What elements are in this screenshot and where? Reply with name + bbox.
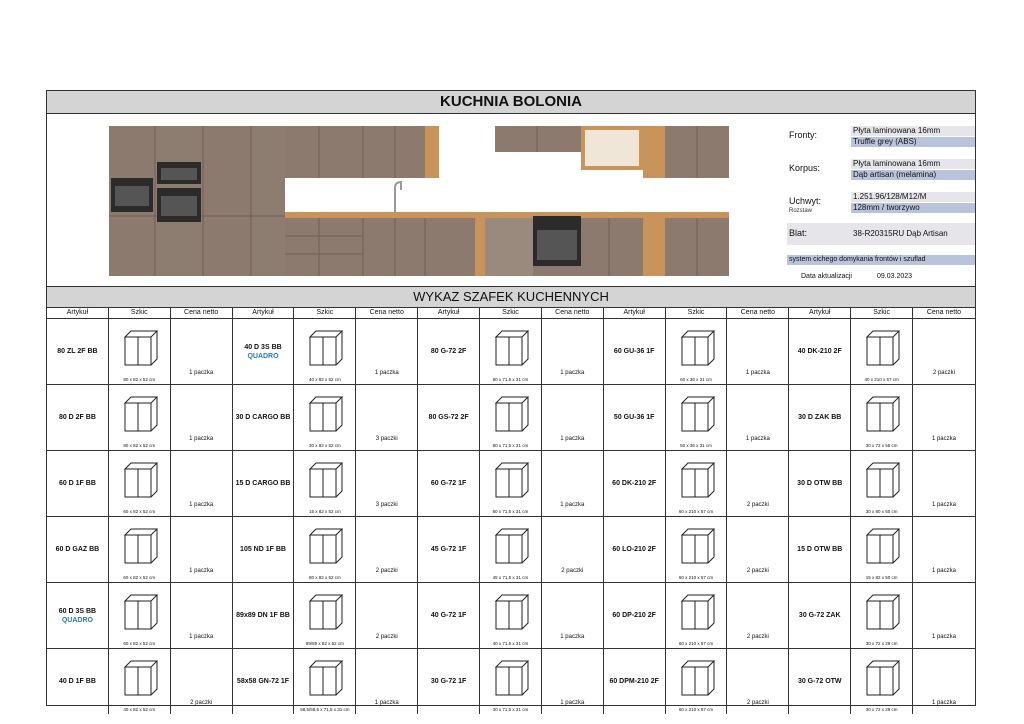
sketch-cell: [851, 583, 913, 648]
sketch-cell: [480, 583, 542, 648]
article-cell: [789, 517, 851, 582]
package-count: 2 paczki: [746, 568, 769, 574]
cabinet-table: [47, 308, 975, 714]
cabinet-sketch-icon: [674, 457, 718, 501]
price-cell: [171, 451, 233, 516]
cabinet-sketch-icon: [302, 457, 346, 501]
price-cell: [171, 583, 233, 648]
cabinet-sketch-icon: [302, 325, 346, 369]
date-label: Data aktualizacji: [801, 273, 852, 280]
cabinet-sketch-icon: [302, 523, 346, 567]
article-name: 60 GU-36 1F: [613, 348, 655, 355]
cabinet-sketch-icon: [674, 589, 718, 633]
price-cell: [542, 451, 604, 516]
cabinet-sketch-icon: [117, 325, 161, 369]
price-cell: [171, 385, 233, 450]
price-cell: [913, 583, 975, 648]
price-cell: [542, 319, 604, 384]
page-title: KUCHNIA BOLONIA: [47, 91, 975, 114]
package-count: 2 paczki: [932, 370, 955, 376]
package-count: 3 paczki: [375, 502, 398, 508]
column-header: Artykuł: [418, 308, 480, 318]
cabinet-sketch-icon: [859, 457, 903, 501]
article-cell: [604, 319, 666, 384]
price-cell: [356, 385, 418, 450]
cabinet-sketch-icon: [117, 655, 161, 699]
price-cell: [356, 649, 418, 714]
dimensions-label: 60 x 82 x 52 cm: [123, 641, 156, 646]
spec-sublabel: Rozstaw: [789, 208, 813, 214]
dimensions-label: 80 x 82 x 52 cm: [308, 575, 341, 580]
spec-value: 128mm / tworzywo: [851, 203, 975, 213]
article-cell: [418, 583, 480, 648]
cabinet-sketch-icon: [117, 391, 161, 435]
article-name: 30 D CARGO BB: [235, 414, 291, 421]
spec-korpus: [787, 157, 975, 187]
article-cell: [604, 385, 666, 450]
spec-system: system cichego domykania frontów i szuflad: [787, 255, 975, 265]
package-count: 2 paczki: [746, 634, 769, 640]
cabinet-sketch-icon: [302, 589, 346, 633]
sketch-cell: [109, 583, 171, 648]
package-count: 2 paczki: [375, 568, 398, 574]
article-cell: [418, 451, 480, 516]
dimensions-label: 80 x 71,5 x 31 cm: [492, 443, 529, 448]
cabinet-sketch-icon: [302, 655, 346, 699]
article-name: 30 D OTW BB: [797, 480, 843, 487]
list-title: WYKAZ SZAFEK KUCHENNYCH: [47, 287, 975, 308]
cabinet-sketch-icon: [488, 391, 532, 435]
package-count: 1 paczka: [189, 634, 214, 640]
column-header: Artykuł: [233, 308, 295, 318]
article-cell: [233, 319, 295, 384]
article-name: 40 DK-210 2F: [797, 348, 842, 355]
article-cell: [47, 451, 109, 516]
dimensions-label: 60 x 71,5 x 31 cm: [492, 509, 529, 514]
spec-label: Uchwyt:: [789, 196, 822, 206]
sketch-cell: [480, 451, 542, 516]
kitchen-illustration: [109, 126, 729, 278]
sketch-cell: [851, 451, 913, 516]
cabinet-sketch-icon: [674, 523, 718, 567]
price-cell: [913, 319, 975, 384]
package-count: 1 paczka: [931, 502, 956, 508]
package-count: 1 paczka: [189, 502, 214, 508]
package-count: 2 paczki: [746, 502, 769, 508]
price-cell: [913, 517, 975, 582]
spec-value: 38-R20315RU Dąb Artisan: [853, 229, 948, 238]
column-header: Artykuł: [789, 308, 851, 318]
article-name: 60 DPM-210 2F: [609, 678, 659, 685]
cabinet-sketch-icon: [859, 523, 903, 567]
sketch-cell: [109, 319, 171, 384]
price-cell: [356, 583, 418, 648]
sketch-cell: [480, 319, 542, 384]
quadro-label: QUADRO: [247, 352, 279, 360]
table-row: [47, 385, 975, 451]
article-name: 30 D ZAK BB: [798, 414, 842, 421]
article-name: 80 GS-72 2F: [428, 414, 469, 421]
sketch-cell: [666, 385, 728, 450]
price-cell: [727, 517, 789, 582]
dimensions-label: 60 x 210 x 57 cm: [678, 641, 714, 646]
article-cell: [233, 385, 295, 450]
price-cell: [727, 649, 789, 714]
cabinet-sketch-icon: [859, 391, 903, 435]
sketch-cell: [851, 385, 913, 450]
dimensions-label: 15 x 82 x 50 cm: [865, 575, 898, 580]
dimensions-label: 15 x 82 x 52 cm: [308, 509, 341, 514]
package-count: 1 paczka: [189, 568, 214, 574]
dimensions-label: 60 x 210 x 57 cm: [678, 707, 714, 712]
article-name: 60 D 3S BB: [58, 607, 97, 615]
spec-value: 1.251.96/128/M12/M: [851, 192, 975, 202]
spec-label: Fronty:: [789, 130, 818, 140]
article-cell: [47, 649, 109, 714]
package-count: 1 paczka: [560, 700, 585, 706]
price-cell: [171, 517, 233, 582]
package-count: 1 paczka: [189, 370, 214, 376]
package-count: 2 paczki: [746, 700, 769, 706]
dimensions-label: 89/89 x 82 x 52 cm: [305, 641, 344, 646]
article-cell: [604, 451, 666, 516]
article-name: 60 DK-210 2F: [612, 480, 657, 487]
sketch-cell: [109, 517, 171, 582]
package-count: 1 paczka: [745, 370, 770, 376]
sketch-cell: [109, 649, 171, 714]
cabinet-sketch-icon: [488, 655, 532, 699]
article-name: 80 D 2F BB: [58, 414, 96, 421]
table-row: [47, 649, 975, 714]
cabinet-sketch-icon: [674, 391, 718, 435]
sketch-cell: [666, 451, 728, 516]
price-cell: [913, 451, 975, 516]
price-cell: [356, 517, 418, 582]
package-count: 1 paczka: [560, 502, 585, 508]
dimensions-label: 30 x 72 x 29 cm: [865, 707, 898, 712]
table-row: [47, 451, 975, 517]
article-cell: [233, 583, 295, 648]
spec-value: Truffle grey (ABS): [851, 137, 975, 147]
table-row: [47, 517, 975, 583]
article-name: 60 LO-210 2F: [612, 546, 656, 553]
price-cell: [727, 319, 789, 384]
package-count: 3 paczki: [375, 436, 398, 442]
sketch-cell: [851, 649, 913, 714]
article-name: 45 G-72 1F: [430, 546, 467, 553]
package-count: 2 paczki: [375, 634, 398, 640]
sketch-cell: [294, 385, 356, 450]
dimensions-label: 58,5/58,5 x 71,5 x 31 cm: [300, 707, 350, 712]
article-cell: [789, 649, 851, 714]
spec-blat: [787, 223, 975, 245]
article-name: 60 D GAZ BB: [55, 546, 100, 553]
spec-label: Korpus:: [789, 163, 821, 173]
article-name: 30 G-72 ZAK: [798, 612, 841, 619]
package-count: 1 paczka: [189, 436, 214, 442]
article-cell: [789, 385, 851, 450]
article-name: 30 G-72 1F: [430, 678, 467, 685]
article-name: 80 ZL 2F BB: [57, 348, 98, 355]
package-count: 1 paczka: [560, 634, 585, 640]
price-cell: [727, 385, 789, 450]
dimensions-label: 60 x 210 x 57 cm: [678, 509, 714, 514]
sketch-cell: [294, 451, 356, 516]
cabinet-sketch-icon: [674, 325, 718, 369]
dimensions-label: 40 x 82 x 52 cm: [123, 707, 156, 712]
cabinet-sketch-icon: [488, 589, 532, 633]
material-specs: [787, 124, 975, 283]
column-header: Szkic: [666, 308, 728, 318]
article-name: 40 G-72 1F: [430, 612, 467, 619]
cabinet-sketch-icon: [859, 325, 903, 369]
catalog-sheet: [46, 90, 976, 712]
price-cell: [356, 451, 418, 516]
dimensions-label: 45 x 71,5 x 31 cm: [492, 575, 529, 580]
date-value: 09.03.2023: [877, 273, 913, 280]
sketch-cell: [851, 319, 913, 384]
dimensions-label: 30 x 80 x 50 cm: [865, 509, 898, 514]
cabinet-sketch-icon: [488, 457, 532, 501]
column-header: Szkic: [851, 308, 913, 318]
price-cell: [913, 385, 975, 450]
article-name: 30 G-72 OTW: [797, 678, 842, 685]
package-count: 1 paczka: [560, 370, 585, 376]
column-header: Szkic: [294, 308, 356, 318]
article-cell: [233, 649, 295, 714]
article-cell: [47, 385, 109, 450]
article-cell: [789, 319, 851, 384]
dimensions-label: 80 x 82 x 52 cm: [123, 377, 156, 382]
article-cell: [789, 583, 851, 648]
column-header: Szkic: [109, 308, 171, 318]
dimensions-label: 60 x 82 x 52 cm: [123, 509, 156, 514]
dimensions-label: 30 x 72 x 29 cm: [865, 641, 898, 646]
price-cell: [542, 517, 604, 582]
sketch-cell: [666, 517, 728, 582]
article-name: 58x58 GN-72 1F: [236, 678, 290, 685]
sketch-cell: [109, 451, 171, 516]
sketch-cell: [480, 385, 542, 450]
sketch-cell: [480, 517, 542, 582]
column-header: Artykuł: [47, 308, 109, 318]
cabinet-sketch-icon: [117, 523, 161, 567]
sketch-cell: [294, 583, 356, 648]
sketch-cell: [294, 319, 356, 384]
price-cell: [913, 649, 975, 714]
package-count: 1 paczka: [560, 436, 585, 442]
sketch-cell: [666, 319, 728, 384]
sketch-cell: [666, 583, 728, 648]
dimensions-label: 80 x 82 x 52 cm: [123, 443, 156, 448]
package-count: 1 paczka: [931, 634, 956, 640]
spec-value: Płyta laminowana 16mm: [851, 159, 975, 169]
dimensions-label: 80 x 71,5 x 31 cm: [492, 377, 529, 382]
article-cell: [418, 319, 480, 384]
cabinet-sketch-icon: [488, 523, 532, 567]
package-count: 1 paczka: [374, 370, 399, 376]
table-row: [47, 583, 975, 649]
dimensions-label: 40 x 210 x 57 cm: [864, 377, 899, 382]
article-cell: [47, 583, 109, 648]
price-cell: [727, 451, 789, 516]
dimensions-label: 50 x 36 x 31 cm: [680, 443, 712, 448]
sketch-cell: [109, 385, 171, 450]
article-name: 60 DP-210 2F: [612, 612, 656, 619]
article-name: 50 GU-36 1F: [613, 414, 655, 421]
quadro-label: QUADRO: [61, 616, 93, 624]
dimensions-label: 40 x 71,5 x 31 cm: [492, 641, 529, 646]
spec-value: Płyta laminowana 16mm: [851, 126, 975, 136]
dimensions-label: 60 x 36 x 31 cm: [680, 377, 712, 382]
dimensions-label: 40 x 82 x 52 cm: [308, 377, 341, 382]
sketch-cell: [294, 649, 356, 714]
dimensions-label: 30 x 82 x 52 cm: [308, 443, 341, 448]
cabinet-sketch-icon: [488, 325, 532, 369]
column-header: Cena netto: [727, 308, 789, 318]
kitchen-overview: [47, 114, 975, 287]
package-count: 2 paczki: [561, 568, 584, 574]
article-cell: [233, 517, 295, 582]
cabinet-sketch-icon: [674, 655, 718, 699]
package-count: 1 paczka: [745, 436, 770, 442]
package-count: 1 paczka: [931, 700, 956, 706]
dimensions-label: 60 x 82 x 52 cm: [123, 575, 156, 580]
article-cell: [418, 649, 480, 714]
article-cell: [47, 517, 109, 582]
sketch-cell: [851, 517, 913, 582]
price-cell: [542, 385, 604, 450]
column-header: Cena netto: [356, 308, 418, 318]
sketch-cell: [480, 649, 542, 714]
sketch-cell: [666, 649, 728, 714]
article-name: 80 G-72 2F: [430, 348, 467, 355]
article-cell: [604, 649, 666, 714]
column-header: Cena netto: [926, 309, 962, 316]
article-cell: [789, 451, 851, 516]
price-cell: [727, 583, 789, 648]
spec-value: Dąb artisan (melamina): [851, 170, 975, 180]
article-name: 60 G-72 1F: [430, 480, 467, 487]
table-row: [47, 319, 975, 385]
article-cell: [604, 583, 666, 648]
article-cell: [418, 385, 480, 450]
article-name: 89x89 DN 1F BB: [236, 612, 290, 619]
price-cell: [171, 319, 233, 384]
article-cell: [47, 319, 109, 384]
article-cell: [233, 451, 295, 516]
cabinet-sketch-icon: [859, 655, 903, 699]
cabinet-sketch-icon: [302, 391, 346, 435]
article-name: 15 D CARGO BB: [235, 480, 291, 487]
article-name: 60 D 1F BB: [58, 480, 96, 487]
package-count: 1 paczka: [931, 568, 956, 574]
spec-label: Blat:: [789, 228, 808, 238]
cabinet-sketch-icon: [859, 589, 903, 633]
package-count: 1 paczka: [374, 700, 399, 706]
spec-uchwyt: [787, 190, 975, 220]
update-date: [787, 273, 975, 283]
article-name: 105 ND 1F BB: [240, 546, 286, 553]
dimensions-label: 30 x 72 x 55 cm: [865, 443, 898, 448]
spec-fronty: [787, 124, 975, 154]
package-count: 1 paczka: [931, 436, 956, 442]
column-header: Szkic: [480, 308, 542, 318]
sketch-cell: [294, 517, 356, 582]
table-header-row: [47, 308, 975, 319]
package-count: 2 paczki: [190, 700, 213, 706]
price-cell: [542, 649, 604, 714]
article-cell: [418, 517, 480, 582]
cabinet-sketch-icon: [117, 457, 161, 501]
dimensions-label: 30 x 71,5 x 31 cm: [492, 707, 529, 712]
price-cell: [171, 649, 233, 714]
article-name: 40 D 3S BB: [244, 343, 282, 351]
price-cell: [356, 319, 418, 384]
article-cell: [604, 517, 666, 582]
cabinet-sketch-icon: [117, 589, 161, 633]
column-header: Cena netto: [171, 308, 233, 318]
dimensions-label: 60 x 210 x 57 cm: [678, 575, 714, 580]
article-name: 40 D 1F BB: [58, 678, 96, 685]
column-header: Cena netto: [542, 308, 604, 318]
price-cell: [542, 583, 604, 648]
article-name: 15 D OTW BB: [797, 546, 843, 553]
column-header: Artykuł: [604, 308, 666, 318]
